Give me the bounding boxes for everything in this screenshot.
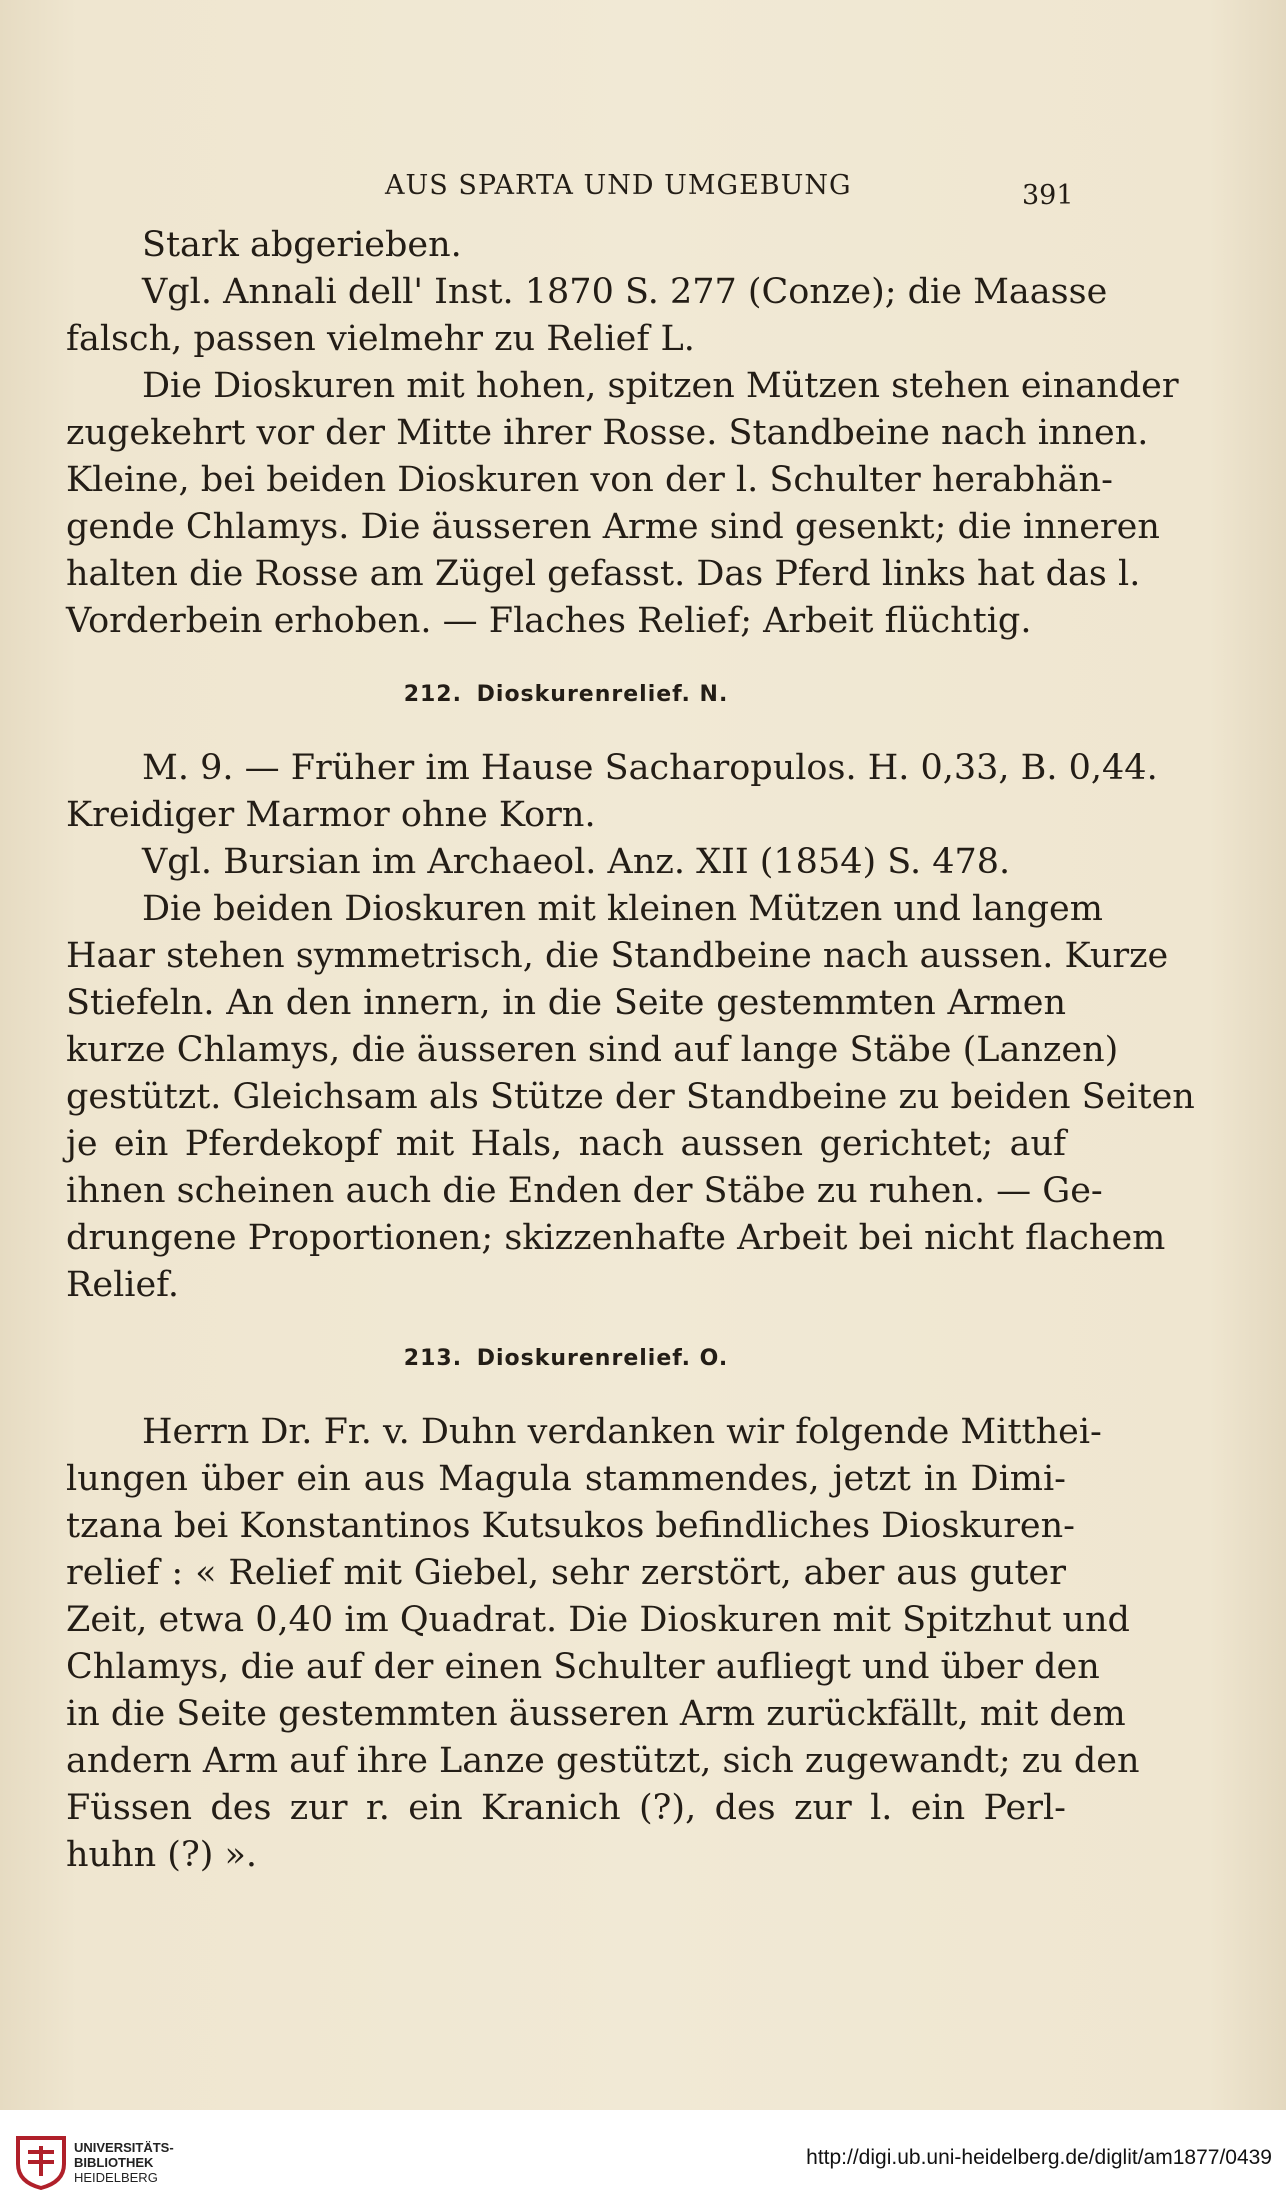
text-line: Relief.: [66, 1265, 179, 1305]
text-line: je ein Pferdekopf mit Hals, nach aussen gerichtet; auf: [66, 1124, 1066, 1164]
text-line: zugekehrt vor der Mitte ihrer Rosse. Standbeine nach innen.: [66, 413, 1149, 453]
library-name-line: BIBLIOTHEK: [74, 2155, 154, 2170]
text-line: Haar stehen symmetrisch, die Standbeine nach aussen. Kurze: [66, 936, 1169, 976]
text-line: Stark abgerieben.: [142, 225, 462, 265]
text-line: M. 9. — Früher im Hause Sacharopulos. H. 0,33, B. 0,44.: [142, 748, 1158, 788]
text-line: Die Dioskuren mit hohen, spitzen Mützen stehen einander: [142, 366, 1179, 406]
paragraph: [66, 269, 1108, 363]
section-title: Dioskurenrelief. O.: [476, 1346, 729, 1371]
page-header: [0, 170, 1286, 210]
text-line: Stiefeln. An den innern, in die Seite gestemmten Armen: [66, 983, 1066, 1023]
text-line: Kleine, bei beiden Dioskuren von der l. Schulter herabhän-: [66, 460, 1113, 500]
text-line: Kreidiger Marmor ohne Korn.: [66, 795, 596, 835]
university-seal-icon: [14, 2134, 68, 2190]
text-line: falsch, passen vielmehr zu Relief L.: [66, 319, 695, 359]
section-heading-212: [66, 645, 1066, 745]
viewer-footer: [0, 2110, 1286, 2204]
text-line: lungen über ein aus Magula stammendes, jetzt in Dimi-: [66, 1459, 1066, 1499]
text-line: Zeit, etwa 0,40 im Quadrat. Die Dioskuren mit Spitzhut und: [66, 1600, 1130, 1640]
paragraph: [66, 886, 1195, 1309]
text-line: gestützt. Gleichsam als Stütze der Standbeine zu beiden Seiten: [66, 1077, 1195, 1117]
text-line: gende Chlamys. Die äusseren Arme sind gesenkt; die inneren: [66, 507, 1160, 547]
running-head: AUS SPARTA UND UMGEBUNG: [385, 170, 852, 201]
text-line: ihnen scheinen auch die Enden der Stäbe zu ruhen. — Ge-: [66, 1171, 1103, 1211]
page-number: 391: [1022, 180, 1074, 211]
text-line: Chlamys, die auf der einen Schulter aufliegt und über den: [66, 1647, 1100, 1687]
paragraph: [66, 745, 1158, 839]
section-number: 212.: [403, 682, 462, 707]
text-line: andern Arm auf ihre Lanze gestützt, sich zugewandt; zu den: [66, 1741, 1140, 1781]
body-text: [66, 222, 1195, 1879]
text-line: Vgl. Annali dell' Inst. 1870 S. 277 (Conze); die Maasse: [142, 272, 1108, 312]
text-line: huhn (?) ».: [66, 1835, 258, 1875]
section-title: Dioskurenrelief. N.: [476, 682, 729, 707]
library-name: [74, 2140, 174, 2185]
text-line: Vorderbein erhoben. — Flaches Relief; Arbeit flüchtig.: [66, 601, 1032, 641]
text-line: relief : « Relief mit Giebel, sehr zerstört, aber aus guter: [66, 1553, 1066, 1593]
permalink[interactable]: http://digi.ub.uni-heidelberg.de/diglit/am1877/0439: [806, 2146, 1272, 2169]
paragraph: [66, 222, 1066, 269]
paragraph: [66, 839, 1066, 886]
text-line: Die beiden Dioskuren mit kleinen Mützen und langem: [142, 889, 1103, 929]
text-line: drungene Proportionen; skizzenhafte Arbeit bei nicht flachem: [66, 1218, 1166, 1258]
paragraph: [66, 363, 1179, 645]
text-line: kurze Chlamys, die äusseren sind auf lange Stäbe (Lanzen): [66, 1030, 1119, 1070]
paragraph: [66, 1409, 1140, 1879]
text-line: Füssen des zur r. ein Kranich (?), des zur l. ein Perl-: [66, 1788, 1066, 1828]
text-line: tzana bei Konstantinos Kutsukos befindliches Dioskuren-: [66, 1506, 1076, 1546]
text-line: Vgl. Bursian im Archaeol. Anz. XII (1854) S. 478.: [142, 842, 1011, 882]
text-line: halten die Rosse am Zügel gefasst. Das Pferd links hat das l.: [66, 554, 1141, 594]
library-name-line: HEIDELBERG: [74, 2170, 158, 2185]
section-heading-213: [66, 1309, 1066, 1409]
library-name-line: UNIVERSITÄTS-: [74, 2140, 174, 2155]
text-line: Herrn Dr. Fr. v. Duhn verdanken wir folgende Mitthei-: [142, 1412, 1102, 1452]
text-line: in die Seite gestemmten äusseren Arm zurückfällt, mit dem: [66, 1694, 1126, 1734]
section-number: 213.: [403, 1346, 463, 1371]
